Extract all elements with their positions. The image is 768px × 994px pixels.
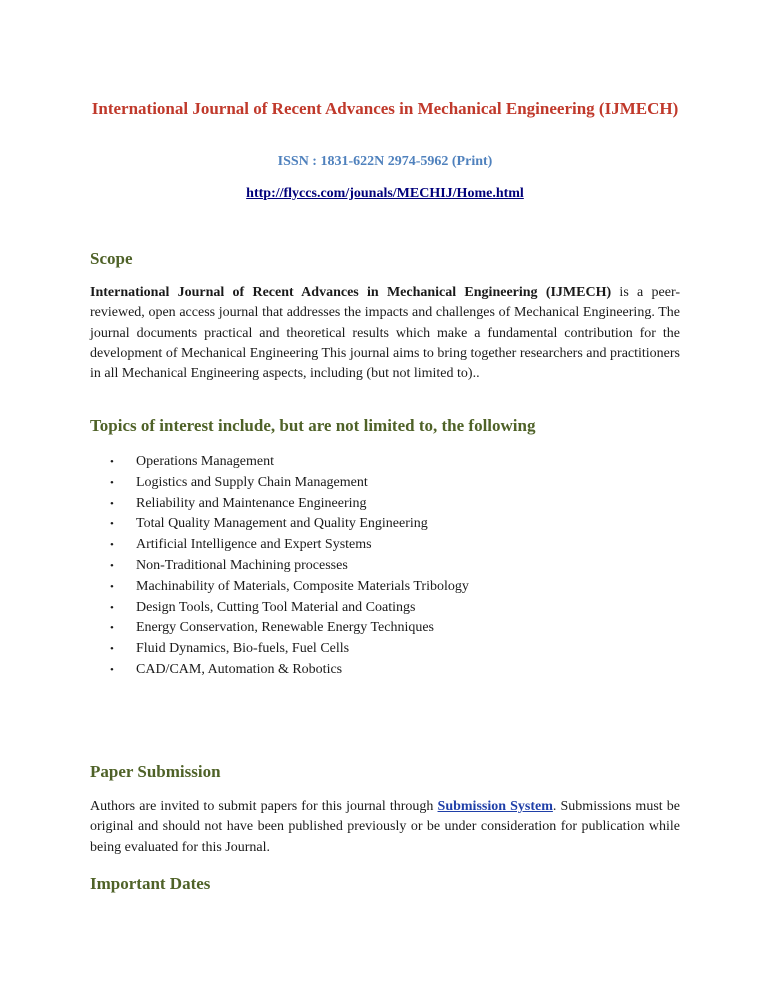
topics-heading: Topics of interest include, but are not limited to, the following: [90, 416, 536, 435]
list-item: [110, 556, 469, 577]
topic-label: CAD/CAM, Automation & Robotics: [136, 661, 343, 677]
bullet-icon: •: [110, 497, 114, 510]
bullet-icon: •: [110, 456, 114, 468]
bullet-icon: •: [110, 559, 114, 572]
bullet-icon: •: [110, 539, 114, 552]
submission-system-link[interactable]: Submission System: [437, 799, 553, 814]
journal-title: International Journal of Recent Advances in Mechanical Engineering (IJMECH): [91, 99, 679, 118]
topic-label: Reliability and Maintenance Engineering: [136, 495, 367, 511]
scope-journal-name: International Journal of Recent Advances in Mechanical Engineering (IJMECH): [90, 285, 612, 300]
list-item: [110, 598, 469, 619]
bullet-icon: •: [110, 663, 114, 676]
issn-line: ISSN : 1831-622N 2974-5962 (Print): [277, 154, 493, 169]
list-item: [110, 494, 469, 515]
topics-list: [110, 452, 469, 681]
bullet-icon: •: [110, 580, 114, 593]
list-item: [110, 535, 469, 556]
topic-label: Total Quality Management and Quality Engineering: [136, 516, 428, 532]
list-item: [110, 639, 469, 660]
topic-label: Machinability of Materials, Composite Materials Tribology: [136, 578, 469, 594]
topic-label: Fluid Dynamics, Bio-fuels, Fuel Cells: [136, 641, 350, 657]
topic-label: Non-Traditional Machining processes: [136, 557, 348, 573]
list-item: [110, 660, 469, 681]
important-dates-heading: Important Dates: [90, 874, 211, 893]
list-item: [110, 577, 469, 598]
journal-url-link[interactable]: http://flyccs.com/jounals/MECHIJ/Home.html: [246, 186, 524, 201]
list-item: [110, 618, 469, 639]
bullet-icon: •: [110, 518, 114, 531]
topic-label: Design Tools, Cutting Tool Material and Coatings: [136, 599, 416, 615]
bullet-icon: •: [110, 476, 114, 489]
scope-heading: Scope: [90, 249, 133, 268]
list-item: [110, 514, 469, 535]
list-item: [110, 452, 469, 473]
topic-label: Artificial Intelligence and Expert Systems: [136, 537, 372, 553]
list-item: [110, 473, 469, 494]
bullet-icon: •: [110, 643, 114, 656]
topic-label: Energy Conservation, Renewable Energy Techniques: [136, 620, 434, 636]
submission-text-before: Authors are invited to submit papers for this journal through: [90, 799, 438, 814]
submission-text-after: . Submissions must be original and should not have been published previously or be under consideration for publication while being evaluated for this Journal.: [90, 799, 680, 855]
bullet-icon: •: [110, 601, 114, 614]
submission-heading: Paper Submission: [90, 762, 221, 781]
submission-paragraph: [90, 797, 680, 858]
topic-label: Logistics and Supply Chain Management: [136, 474, 368, 490]
scope-paragraph: [90, 283, 680, 384]
scope-body: is a peer-reviewed, open access journal that addresses the impacts and challenges of Mechanical Engineering. The journal documents practical and theoretical results which make a fundamental contribution for the development of Mechanical Engineering This journal aims to bring together researchers and practitioners in all Mechanical Engineering aspects, including (but not limited to)..: [90, 285, 680, 382]
topic-label: Operations Management: [136, 454, 275, 469]
bullet-icon: •: [110, 622, 114, 635]
